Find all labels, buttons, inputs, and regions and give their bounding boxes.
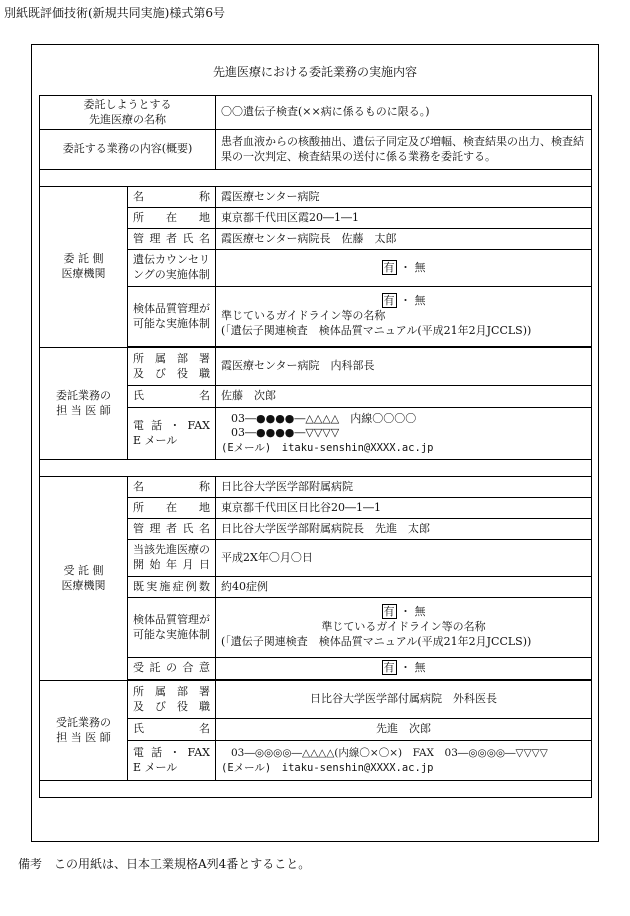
consignor-group-label: 委 託 側 医療機関 xyxy=(40,187,128,348)
consignor-doctor-group-label: 委託業務の 担 当 医 師 xyxy=(40,348,128,460)
consignor-doctor-dept-value: 霞医療センター病院 内科部長 xyxy=(216,348,592,386)
form-title: 先進医療における委託業務の実施内容 xyxy=(212,65,417,79)
spacer-row xyxy=(40,781,592,798)
form-table xyxy=(39,95,592,798)
consignor-qc-value: 有 ・ 無 準じているガイドライン等の名称 (「遺伝子関連検査 検体品質マニュアル(平成21年2月JCCLS)) xyxy=(216,287,592,347)
consignee-admin-value: 日比谷大学医学部附属病院長 先進 太郎 xyxy=(216,519,592,540)
qc-no-option: 無 xyxy=(414,294,426,308)
consigned-work-label: 委託する業務の内容(概要) xyxy=(40,130,216,170)
consignee-doctor-dept-value: 日比谷大学医学部付属病院 外科医長 xyxy=(216,681,592,719)
guideline-value: (「遺伝子関連検査 検体品質マニュアル(平成21年2月JCCLS)) xyxy=(221,323,532,337)
guideline-label: 準じているガイドライン等の名称 xyxy=(221,309,386,323)
consignor-doctor-fax: 03―●●●●―▽▽▽▽ xyxy=(231,426,340,440)
consignee-name-value: 日比谷大学医学部附属病院 xyxy=(216,477,592,498)
consent-no-option: 無 xyxy=(414,661,426,675)
consignee-doctor-group-label: 受託業務の 担 当 医 師 xyxy=(40,681,128,781)
consignor-doctor-dept-label: 所 属 部 署 及 び 役 職 xyxy=(128,348,216,386)
consignor-doctor-email: (Eメール) itaku-senshin@XXXX.ac.jp xyxy=(221,442,434,455)
consignee-address-label: 所 在 地 xyxy=(128,498,216,519)
consignor-doctor-contact-value xyxy=(216,408,592,460)
consignee-doctor-dept-row xyxy=(40,681,592,719)
counseling-no-option: 無 xyxy=(414,260,426,274)
consignor-name-row xyxy=(40,187,592,208)
consignee-doctor-name-label: 氏 名 xyxy=(128,719,216,741)
consignee-name-row xyxy=(40,477,592,498)
form-number: 別紙既評価技術(新規共同実施)様式第6号 xyxy=(4,6,225,20)
consigned-work-value: 患者血液からの核酸抽出、遺伝子同定及び増幅、検査結果の出力、検査結果の一次判定、検査結果の送付に係る業務を委託する。 xyxy=(216,130,592,170)
consignee-qc-label: 検体品質管理が 可能な実施体制 xyxy=(128,598,216,658)
qc-yes-mark: 有 xyxy=(383,294,395,308)
consignee-admin-label: 管理者氏名 xyxy=(128,519,216,540)
consignor-doctor-phone: 03―●●●●―△△△△ 内線〇〇〇〇 xyxy=(231,411,417,425)
consignor-address-value: 東京都千代田区霞20―1―1 xyxy=(216,208,592,229)
consignee-start-value: 平成2X年〇月〇日 xyxy=(216,540,592,577)
consent-yes-mark: 有 xyxy=(383,661,395,675)
consignor-admin-label: 管理者氏名 xyxy=(128,229,216,250)
consignee-name-label: 名 称 xyxy=(128,477,216,498)
consignee-doctor-email: (Eメール) itaku-senshin@XXXX.ac.jp xyxy=(221,761,434,774)
consignee-doctor-phone-fax: 03―◎◎◎◎―△△△△(内線〇×〇×) FAX 03―◎◎◎◎―▽▽▽▽ xyxy=(231,747,548,760)
advanced-medicine-name-row xyxy=(40,96,592,130)
consignor-admin-value: 霞医療センター病院長 佐藤 太郎 xyxy=(216,229,592,250)
consignee-cases-label: 既実施症例数 xyxy=(128,577,216,598)
form-frame xyxy=(31,44,599,842)
consignee-start-label: 当該先進医療の 開始年月日 xyxy=(128,540,216,577)
consignee-guideline-label: 準じているガイドライン等の名称 xyxy=(321,620,486,634)
footnote: 備考 この用紙は、日本工業規格A列4番とすること。 xyxy=(18,857,311,871)
consignee-consent-label: 受託の合意 xyxy=(128,658,216,680)
spacer-row xyxy=(40,170,592,187)
counseling-yes-mark: 有 xyxy=(383,260,395,274)
consignee-doctor-dept-label: 所 属 部 署 及 び 役 職 xyxy=(128,681,216,719)
consignor-counseling-label: 遺伝カウンセリ ングの実施体制 xyxy=(128,250,216,287)
consignee-doctor-name-value: 先進 次郎 xyxy=(216,719,592,741)
consignee-doctor-contact-value xyxy=(216,741,592,781)
consignee-guideline-value: (「遺伝子関連検査 検体品質マニュアル(平成21年2月JCCLS)) xyxy=(221,634,532,648)
consignor-name-label: 名 称 xyxy=(128,187,216,208)
consignor-name-value: 霞医療センター病院 xyxy=(216,187,592,208)
advanced-medicine-name-value: 〇〇遺伝子検査(××病に係るものに限る。) xyxy=(216,96,592,130)
consignee-group-label: 受 託 側 医療機関 xyxy=(40,477,128,681)
consignor-counseling-value: 有 ・ 無 xyxy=(216,250,592,287)
consignor-doctor-name-label: 氏 名 xyxy=(128,386,216,408)
consignor-address-label: 所 在 地 xyxy=(128,208,216,229)
consignor-doctor-contact-label: 電話・FAX E メール xyxy=(128,408,216,460)
advanced-medicine-name-label: 委託しようとする 先進医療の名称 xyxy=(40,96,216,130)
consignee-address-value: 東京都千代田区日比谷20―1―1 xyxy=(216,498,592,519)
consignee-consent-value: 有 ・ 無 xyxy=(216,658,592,680)
consignor-doctor-name-value: 佐藤 次郎 xyxy=(216,386,592,408)
consignee-qc-yes-mark: 有 xyxy=(383,605,395,619)
spacer-row xyxy=(40,460,592,477)
consignor-qc-label: 検体品質管理が 可能な実施体制 xyxy=(128,287,216,347)
consignee-qc-no-option: 無 xyxy=(414,605,426,619)
consignee-doctor-contact-label: 電話・FAX E メール xyxy=(128,741,216,781)
consignee-qc-value: 有 ・ 無 準じているガイドライン等の名称 (「遺伝子関連検査 検体品質マニュアル(平成21年2月JCCLS)) xyxy=(216,598,592,658)
consigned-work-row xyxy=(40,130,592,170)
consignee-cases-value: 約40症例 xyxy=(216,577,592,598)
consignor-doctor-dept-row xyxy=(40,348,592,386)
